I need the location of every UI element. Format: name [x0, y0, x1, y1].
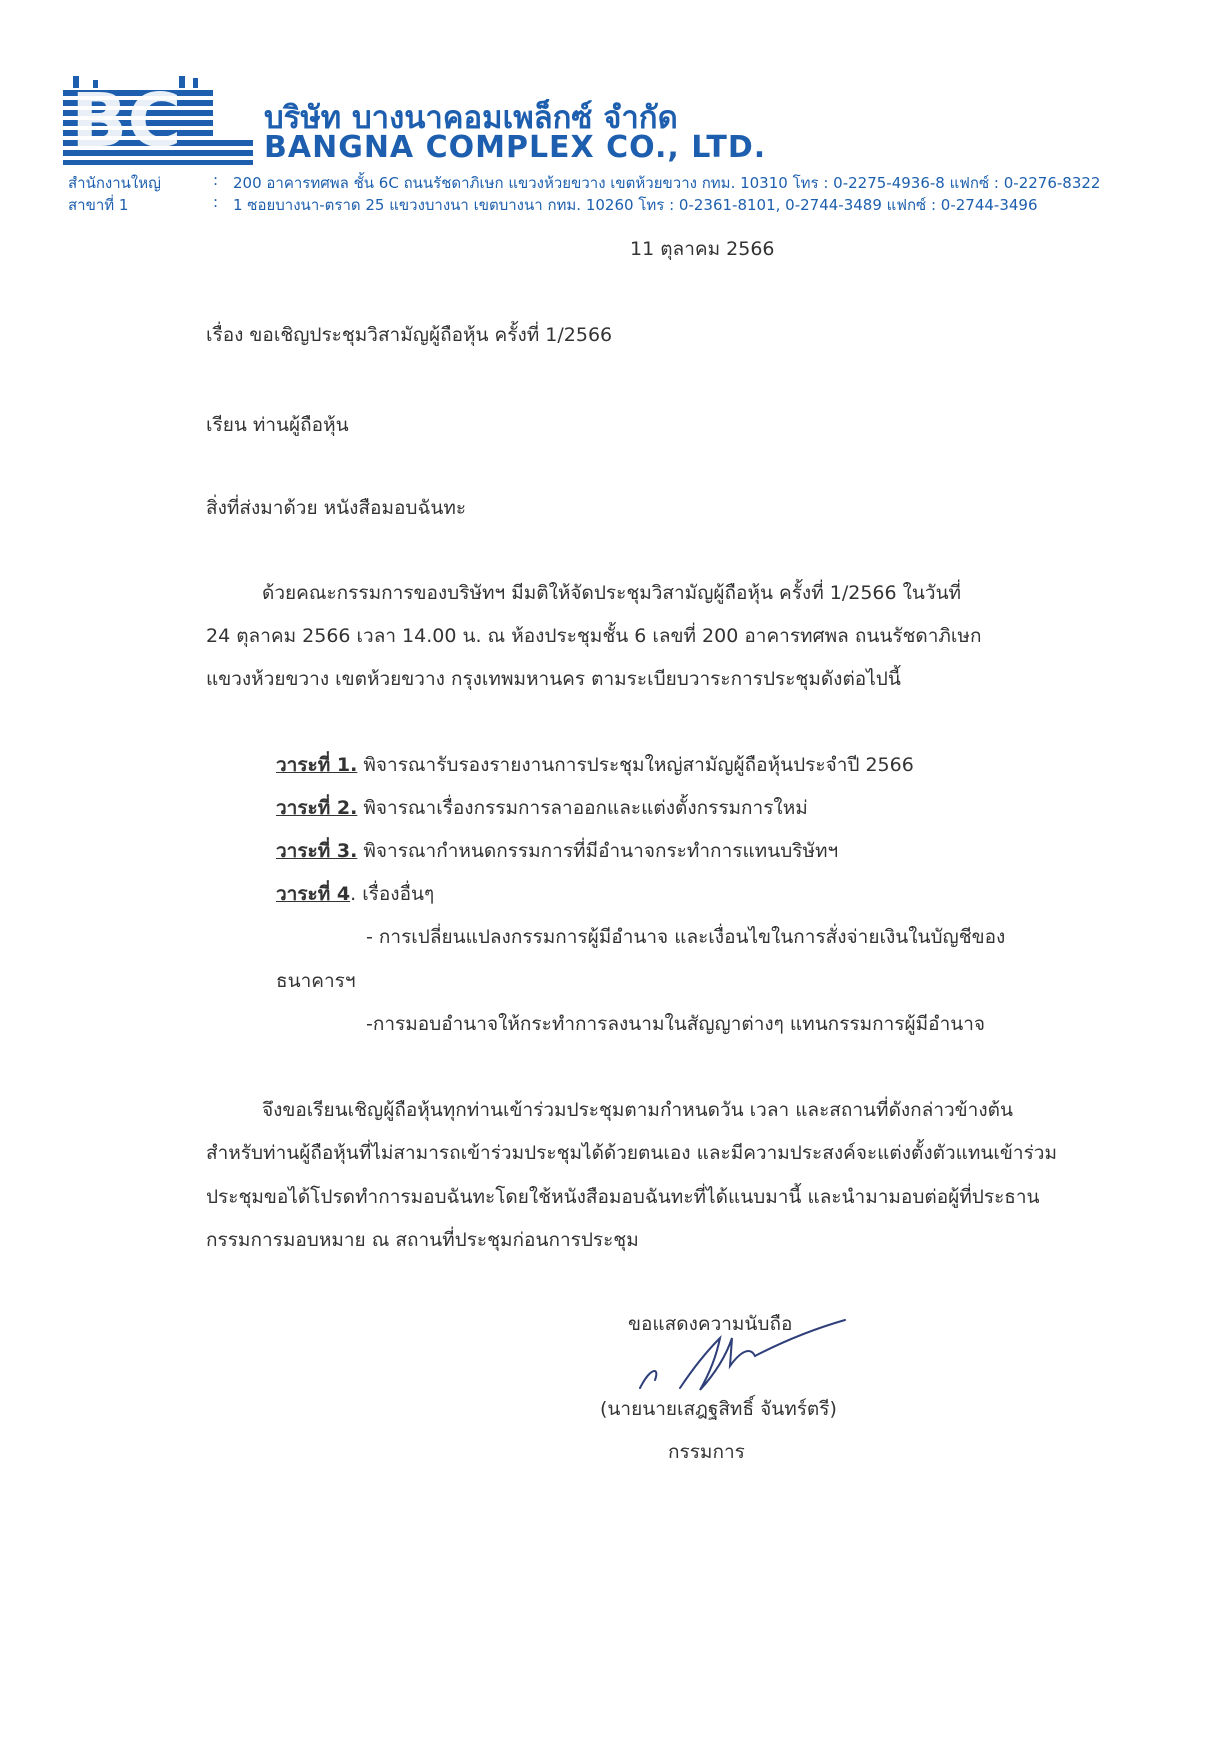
head-office-address: 200 อาคารทศพล ชั้น 6C ถนนรัชดาภิเษก แขวงห้วยขวาง เขตห้วยขวาง กทม. 10310 โทร : 0-2275-4936-8 แฟกซ์ : 0-2276-8322: [233, 174, 1101, 192]
letter-date: 11 ตุลาคม 2566: [630, 238, 775, 260]
paragraph-1-line-2: 24 ตุลาคม 2566 เวลา 14.00 น. ณ ห้องประชุมชั้น 6 เลขที่ 200 อาคารทศพล ถนนรัชดาภิเษก: [206, 625, 982, 647]
sub-item-2: -การมอบอำนาจให้กระทำการลงนามในสัญญาต่างๆ แทนกรรมการผู้มีอำนาจ: [366, 1013, 986, 1035]
paragraph-2-line-3: ประชุมขอได้โปรดทำการมอบฉันทะโดยใช้หนังสือมอบฉันทะที่ได้แนบมานี้ และนำมามอบต่อผู้ที่ประธาน: [206, 1186, 1040, 1208]
letter-recipient: เรียน ท่านผู้ถือหุ้น: [206, 414, 349, 436]
letter-enclosure: สิ่งที่ส่งมาด้วย หนังสือมอบฉันทะ: [206, 497, 467, 519]
agenda-item-text: พิจารณาเรื่องกรรมการลาออกและแต่งตั้งกรรมการใหม่: [357, 797, 808, 819]
company-name-english: BANGNA COMPLEX CO., LTD.: [264, 130, 767, 165]
sub-item-1-line-1: - การเปลี่ยนแปลงกรรมการผู้มีอำนาจ และเงื่อนไขในการสั่งจ่ายเงินในบัญชีของ: [366, 926, 1006, 948]
agenda-item-text: . เรื่องอื่นๆ: [350, 883, 435, 905]
sub-item-1-line-2: ธนาคารฯ: [276, 970, 356, 992]
agenda-item-text: พิจารณารับรองรายงานการประชุมใหญ่สามัญผู้ถือหุ้นประจำปี 2566: [357, 754, 914, 776]
paragraph-2-line-4: กรรมการมอบหมาย ณ สถานที่ประชุมก่อนการประชุม: [206, 1229, 639, 1251]
bc-logo-icon: [63, 76, 255, 168]
branch-address: 1 ซอยบางนา-ตราด 25 แขวงบางนา เขตบางนา กทม. 10260 โทร : 0-2361-8101, 0-2744-3489 แฟกซ์ : 0-2744-3496: [233, 196, 1038, 214]
company-name-thai: บริษัท บางนาคอมเพล็กซ์ จำกัด: [264, 100, 678, 136]
agenda-item-text: พิจารณากำหนดกรรมการที่มีอำนาจกระทำการแทนบริษัทฯ: [357, 840, 839, 862]
paragraph-2-line-2: สำหรับท่านผู้ถือหุ้นที่ไม่สามารถเข้าร่วมประชุมได้ด้วยตนเอง และมีความประสงค์จะแต่งตั้งตัวแทนเข้าร่วม: [206, 1142, 1057, 1164]
letter-subject: เรื่อง ขอเชิญประชุมวิสามัญผู้ถือหุ้น ครั้งที่ 1/2566: [206, 324, 613, 346]
head-office-colon: :: [213, 171, 219, 189]
signature: [620, 1318, 850, 1398]
paragraph-1-line-3: แขวงห้วยขวาง เขตห้วยขวาง กรุงเทพมหานคร ตามระเบียบวาระการประชุมดังต่อไปนี้: [206, 668, 901, 690]
paragraph-2-line-1: จึงขอเรียนเชิญผู้ถือหุ้นทุกท่านเข้าร่วมประชุมตามกำหนดวัน เวลา และสถานที่ดังกล่าวข้างต้น: [262, 1099, 1013, 1121]
agenda-item-4: [276, 879, 434, 909]
head-office-label: สำนักงานใหญ่: [68, 174, 161, 192]
agenda-item-1: [276, 750, 914, 780]
agenda-item-label: วาระที่ 1.: [276, 754, 358, 776]
agenda-item-2: [276, 793, 808, 823]
agenda-item-label: วาระที่ 3.: [276, 840, 358, 862]
closing: ขอแสดงความนับถือ: [628, 1313, 793, 1335]
signer-title: กรรมการ: [668, 1441, 745, 1463]
agenda-item-label: วาระที่ 2.: [276, 797, 358, 819]
branch-colon: :: [213, 193, 219, 211]
agenda-item-label: วาระที่ 4: [276, 883, 351, 905]
signature-icon: [620, 1318, 850, 1398]
agenda-item-3: [276, 836, 838, 866]
paragraph-1-line-1: ด้วยคณะกรรมการของบริษัทฯ มีมติให้จัดประชุมวิสามัญผู้ถือหุ้น ครั้งที่ 1/2566 ในวันที่: [262, 582, 962, 604]
signer-name: (นายนายเสฎฐสิทธิ์ จันทร์ตรี): [600, 1398, 837, 1420]
svg-text:BC: BC: [71, 78, 182, 164]
company-logo: [63, 76, 255, 168]
branch-label: สาขาที่ 1: [68, 196, 129, 214]
